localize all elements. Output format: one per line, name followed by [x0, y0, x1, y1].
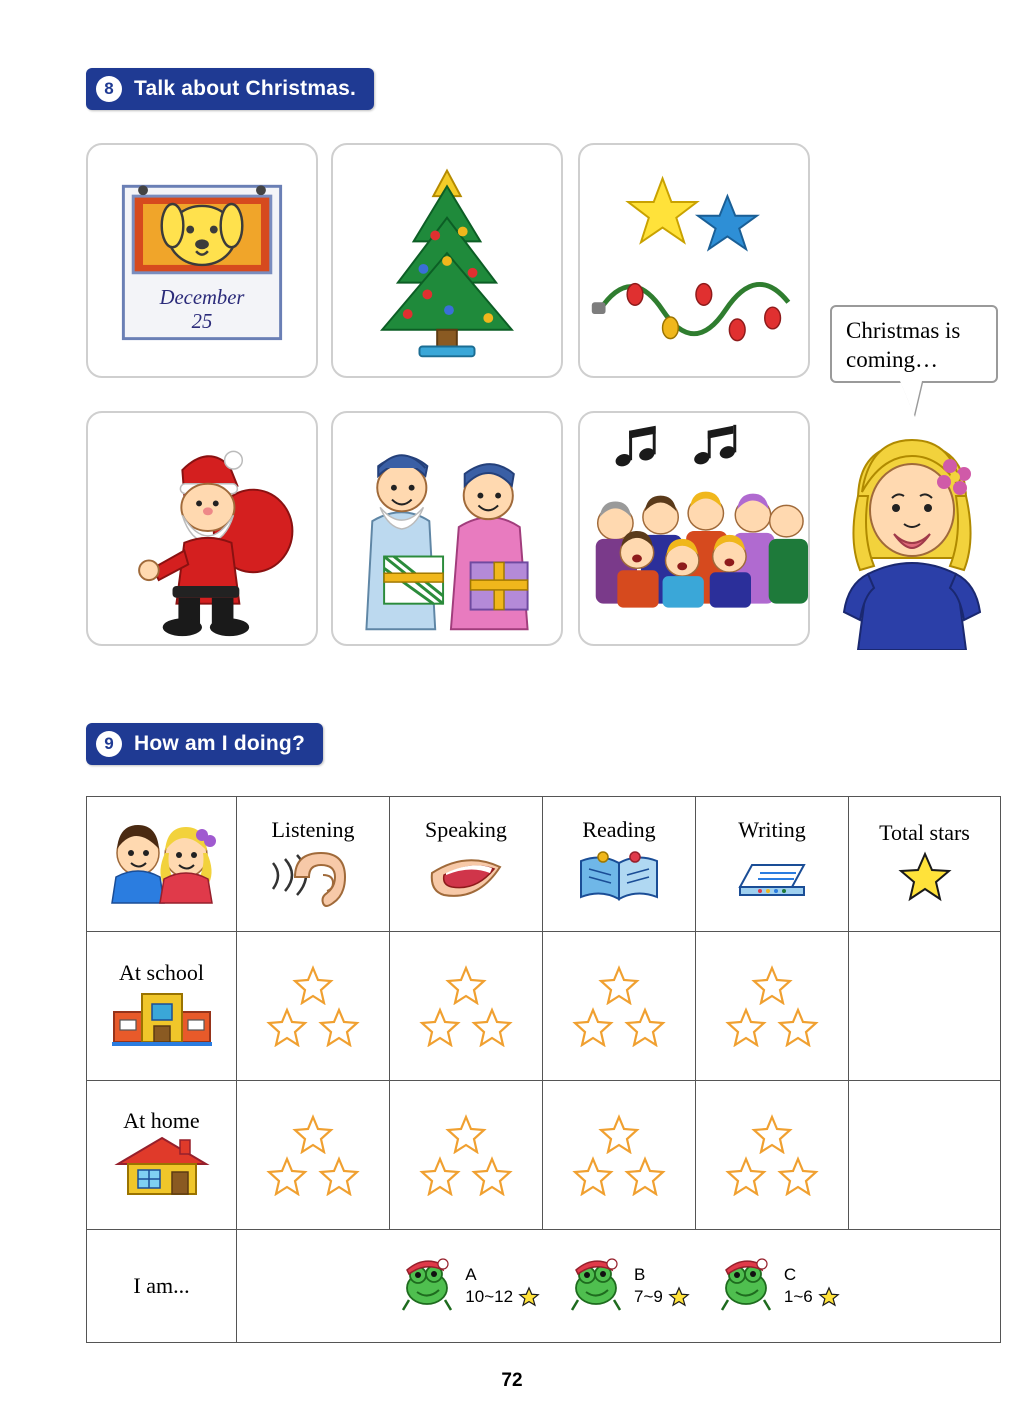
stars-row-bottom[interactable]: [572, 1156, 666, 1196]
grade-text-c: [784, 1264, 840, 1307]
stars-cell-at-school-writing[interactable]: [696, 932, 849, 1081]
grade-item-a: [397, 1258, 540, 1314]
outline-star-icon[interactable]: [445, 1114, 487, 1154]
stars-row-top[interactable]: [292, 1114, 334, 1154]
outline-star-icon[interactable]: [777, 1007, 819, 1047]
stars-group[interactable]: [543, 932, 695, 1080]
row-label-text: At home: [123, 1107, 200, 1133]
christmas-tree-icon: [333, 145, 561, 376]
outline-star-icon[interactable]: [624, 1007, 666, 1047]
grade-legend-cell: [237, 1230, 1001, 1343]
christmas-lights-and-stars-icon: [580, 145, 808, 376]
stars-cell-at-school-listening[interactable]: [237, 932, 390, 1081]
column-header-writing: Writing: [738, 816, 806, 842]
stars-row-bottom[interactable]: [419, 1007, 513, 1047]
outline-star-icon[interactable]: [318, 1156, 360, 1196]
stars-group[interactable]: [237, 932, 389, 1080]
stars-cell-at-home-speaking[interactable]: [390, 1081, 543, 1230]
grade-letter: B: [634, 1265, 646, 1285]
picture-card-people-with-presents: [331, 411, 563, 646]
grade-letter: A: [465, 1265, 477, 1285]
stars-group[interactable]: [696, 932, 848, 1080]
yellow-star-icon: [897, 850, 953, 904]
stars-row-top[interactable]: [445, 1114, 487, 1154]
outline-star-icon[interactable]: [292, 1114, 334, 1154]
stars-row-bottom[interactable]: [419, 1156, 513, 1196]
grade-item-b: [566, 1258, 690, 1314]
stars-row-top[interactable]: [751, 1114, 793, 1154]
outline-star-icon[interactable]: [572, 1156, 614, 1196]
grade-legend: [237, 1230, 1000, 1342]
stars-cell-at-home-reading[interactable]: [543, 1081, 696, 1230]
header-cell-reading: [543, 797, 696, 932]
outline-star-icon[interactable]: [598, 1114, 640, 1154]
speech-bubble-tail: [900, 381, 922, 415]
grade-range: 7~9: [634, 1287, 663, 1306]
yellow-star-icon: [668, 1286, 690, 1308]
self-assessment-table: [86, 796, 1001, 1343]
girl-illustration: [832, 424, 992, 650]
outline-star-icon[interactable]: [471, 1156, 513, 1196]
stars-row-bottom[interactable]: [266, 1156, 360, 1196]
santa-claus-icon: [88, 413, 316, 644]
frog-icon: [397, 1258, 459, 1314]
outline-star-icon[interactable]: [725, 1156, 767, 1196]
stars-row-bottom[interactable]: [725, 1156, 819, 1196]
section-title: Talk about Christmas.: [134, 77, 357, 100]
yellow-star-icon: [518, 1286, 540, 1308]
column-header-reading: Reading: [582, 816, 656, 842]
grade-range: 10~12: [465, 1287, 514, 1306]
table-row-at-home: [87, 1081, 1001, 1230]
section-header-9: [86, 723, 323, 765]
frog-icon: [566, 1258, 628, 1314]
stars-row-top[interactable]: [598, 965, 640, 1005]
section-title: How am I doing?: [134, 732, 305, 755]
school-building-icon: [108, 986, 216, 1048]
picture-card-christmas-tree: [331, 143, 563, 378]
outline-star-icon[interactable]: [419, 1156, 461, 1196]
header-cell-kids: [87, 797, 237, 932]
mouth-speaking-icon: [420, 847, 512, 907]
stars-cell-at-school-reading[interactable]: [543, 932, 696, 1081]
total-cell-at-home[interactable]: [849, 1081, 1001, 1230]
stars-row-bottom[interactable]: [725, 1007, 819, 1047]
speech-bubble-text: Christmas is coming…: [846, 318, 961, 372]
outline-star-icon[interactable]: [624, 1156, 666, 1196]
stars-group[interactable]: [390, 1081, 542, 1229]
kids-faces-icon: [106, 819, 218, 905]
calendar-month-text: December: [159, 287, 245, 310]
stars-row-top[interactable]: [751, 965, 793, 1005]
stars-row-bottom[interactable]: [572, 1007, 666, 1047]
picture-card-santa: [86, 411, 318, 646]
row-label-text: I am...: [133, 1273, 190, 1298]
column-header-listening: Listening: [271, 816, 355, 842]
table-row-i-am: [87, 1230, 1001, 1343]
total-cell-at-school[interactable]: [849, 932, 1001, 1081]
stars-row-top[interactable]: [292, 965, 334, 1005]
grade-letter: C: [783, 1265, 797, 1285]
row-label-at-school: [87, 932, 237, 1081]
people-with-presents-icon: [333, 413, 561, 644]
stars-group[interactable]: [696, 1081, 848, 1229]
stars-row-top[interactable]: [598, 1114, 640, 1154]
speech-bubble: [830, 305, 998, 383]
carol-singers-icon: [580, 413, 808, 644]
column-header-speaking: Speaking: [425, 816, 507, 842]
outline-star-icon[interactable]: [572, 1007, 614, 1047]
stars-cell-at-home-writing[interactable]: [696, 1081, 849, 1230]
outline-star-icon[interactable]: [751, 1114, 793, 1154]
outline-star-icon[interactable]: [419, 1007, 461, 1047]
notebook-writing-icon: [726, 847, 818, 907]
stars-cell-at-school-speaking[interactable]: [390, 932, 543, 1081]
calendar-day-text: 25: [191, 310, 213, 333]
header-cell-total-stars: [849, 797, 1001, 932]
outline-star-icon[interactable]: [445, 965, 487, 1005]
row-label-at-home: [87, 1081, 237, 1230]
row-label-text: At school: [119, 959, 204, 985]
picture-card-calendar: [86, 143, 318, 378]
stars-group[interactable]: [543, 1081, 695, 1229]
outline-star-icon[interactable]: [471, 1007, 513, 1047]
outline-star-icon[interactable]: [598, 965, 640, 1005]
header-cell-writing: [696, 797, 849, 932]
page-number: 72: [501, 1370, 523, 1391]
picture-card-lights-and-stars: [578, 143, 810, 378]
table-header-row: [87, 797, 1001, 932]
outline-star-icon[interactable]: [751, 965, 793, 1005]
section-number: 9: [96, 731, 122, 757]
yellow-star-icon: [818, 1286, 840, 1308]
grade-item-c: [716, 1258, 840, 1314]
outline-star-icon[interactable]: [266, 1007, 308, 1047]
open-book-icon: [573, 847, 665, 907]
outline-star-icon[interactable]: [318, 1007, 360, 1047]
stars-row-bottom[interactable]: [266, 1007, 360, 1047]
calendar-december-25-icon: [88, 145, 316, 376]
section-header-8: [86, 68, 374, 110]
stars-group[interactable]: [390, 932, 542, 1080]
picture-card-carol-singers: [578, 411, 810, 646]
grade-range: 1~6: [783, 1287, 813, 1306]
column-header-total-stars: Total stars: [879, 819, 970, 845]
header-cell-listening: [237, 797, 390, 932]
row-label-i-am: [87, 1230, 237, 1343]
stars-row-top[interactable]: [445, 965, 487, 1005]
frog-icon: [716, 1258, 778, 1314]
grade-text-a: [465, 1264, 540, 1307]
header-cell-speaking: [390, 797, 543, 932]
stars-group[interactable]: [237, 1081, 389, 1229]
outline-star-icon[interactable]: [266, 1156, 308, 1196]
table-row-at-school: [87, 932, 1001, 1081]
outline-star-icon[interactable]: [725, 1007, 767, 1047]
stars-cell-at-home-listening[interactable]: [237, 1081, 390, 1230]
outline-star-icon[interactable]: [777, 1156, 819, 1196]
grade-text-b: [634, 1264, 690, 1307]
ear-listening-icon: [267, 847, 359, 907]
outline-star-icon[interactable]: [292, 965, 334, 1005]
section-number: 8: [96, 76, 122, 102]
house-icon: [114, 1134, 210, 1198]
